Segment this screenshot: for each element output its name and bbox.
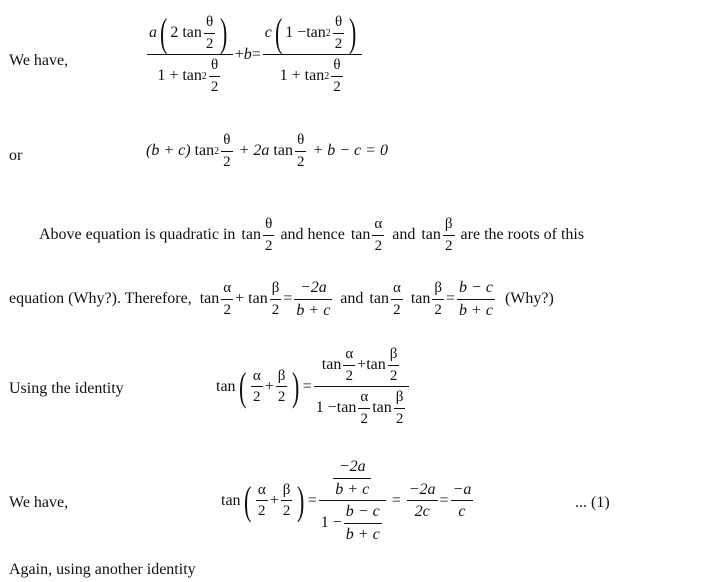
paragraph-therefore: equation (Why?). Therefore, tan $\frac{\alpha}{2}$ + tan $\frac{\beta}{2}$ = $\frac{-2a}{b + c}$ and tan $\frac{\alpha}{2}$ tan $\frac{\beta}{2}$ = $\frac{b - c}{b + c}$ (Why?) [9, 279, 554, 319]
again-label: Again, using another identity [9, 561, 196, 578]
equation-result: tan ( $\frac{\alpha}{2}$ + $\frac{\beta}{2}$ ) = $\frac{-2a}{b + c}$ 1 − $\frac{b - c}{b + c}$ = $\frac{-2a}{2c}$ = $\frac{-a}{c}$ [221, 458, 472, 543]
or-label: or [9, 147, 23, 164]
eq1-right-fraction: c ( 1 − tan $^2$ $\frac{\theta}{2}$ ) 1 + tan $^2$ $\frac{\theta}{2}$ [263, 14, 362, 95]
paragraph-quadratic: Above equation is quadratic in tan $\frac{\theta}{2}$ and hence tan $\frac{\alpha}{2}$ and tan $\frac{\beta}{2}$ are the roots of this [39, 216, 585, 254]
equation-number: ... (1) [575, 494, 610, 511]
we-have-label-1: We have, [9, 52, 69, 69]
using-identity-label: Using the identity [9, 380, 124, 397]
we-have-label-2: We have, [9, 494, 69, 511]
equation-1: a ( 2 tan $\frac{\theta}{2}$ ) 1 + tan $^2$ $\frac{\theta}{2}$ + b = c ( 1 − tan $^2$ $\frac{\theta}{2}$ ) 1 + tan $^2$ $\frac{\theta}{2}$ [145, 14, 364, 95]
equation-2: (b + c) tan $^2$ $\frac{\theta}{2}$ + 2a tan $\frac{\theta}{2}$ + b − c = 0 [146, 132, 388, 170]
equation-identity: tan ( $\frac{\alpha}{2}$ + $\frac{\beta}{2}$ ) = tan $\frac{\alpha}{2}$ + tan $\frac{\beta}{2}$ 1 − tan $\frac{\alpha}{2}$ tan $\frac{\beta}{2}$ [216, 346, 411, 427]
eq1-left-fraction: a ( 2 tan $\frac{\theta}{2}$ ) 1 + tan $^2$ $\frac{\theta}{2}$ [147, 14, 233, 95]
